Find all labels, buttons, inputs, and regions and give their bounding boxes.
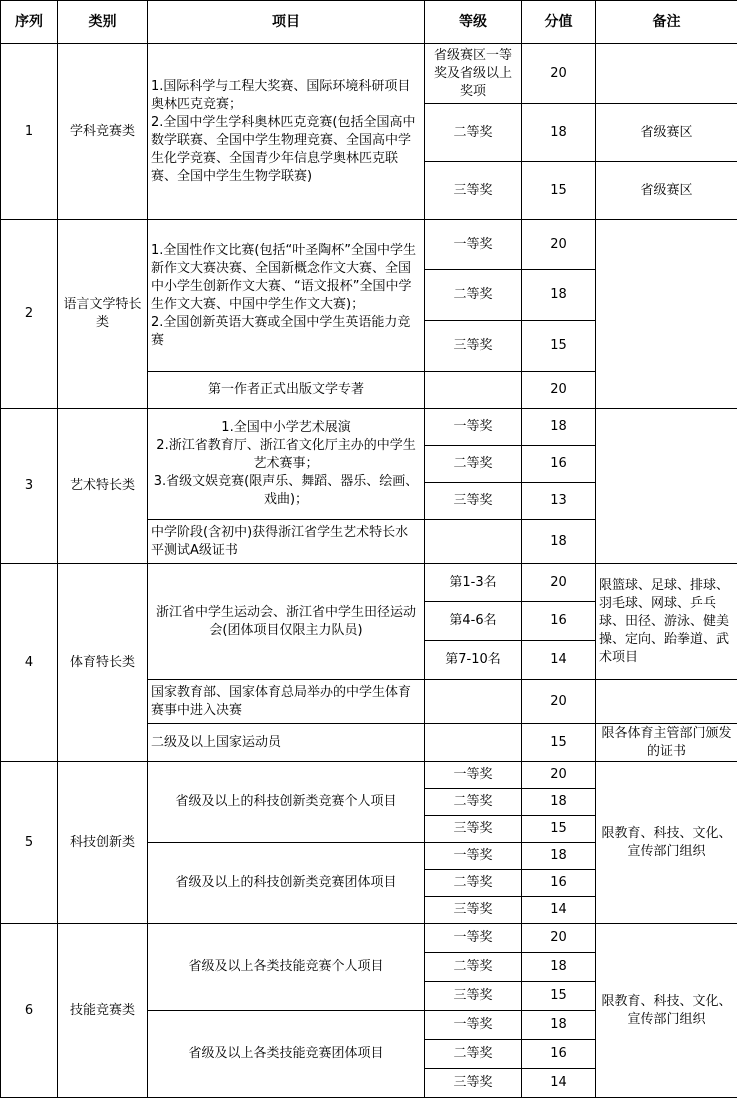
header-category: 类别: [58, 1, 148, 44]
category-cell: 体育特长类: [58, 564, 148, 762]
item-cell: 省级及以上各类技能竞赛团体项目: [148, 1011, 425, 1098]
seq-cell: 2: [1, 220, 58, 409]
level-cell: 三等奖: [425, 1069, 522, 1098]
score-cell: 18: [522, 409, 596, 446]
score-cell: 16: [522, 870, 596, 897]
level-cell: 三等奖: [425, 162, 522, 220]
table-row: [1, 409, 737, 446]
category-cell: 语言文学特长类: [58, 220, 148, 409]
level-cell: 三等奖: [425, 982, 522, 1011]
score-cell: 20: [522, 44, 596, 104]
table-row: [1, 44, 737, 104]
level-cell: 二等奖: [425, 870, 522, 897]
level-cell: [425, 520, 522, 564]
level-cell: 二等奖: [425, 104, 522, 162]
score-cell: 14: [522, 897, 596, 924]
item-cell: 1.全国性作文比赛(包括“叶圣陶杯”全国中学生新作文大赛决赛、全国新概念作文大赛、全国中小学生创新作文大赛、“语文报杯”全国中学生作文大赛、中国中学生作文大赛)； 2.全国创新英语大赛或全国中学生英语能力竞赛: [148, 220, 425, 372]
item-cell: 省级及以上的科技创新类竞赛个人项目: [148, 762, 425, 843]
item-cell: 浙江省中学生运动会、浙江省中学生田径运动会(团体项目仅限主力队员): [148, 564, 425, 680]
level-cell: 第1-3名: [425, 564, 522, 602]
category-cell: 科技创新类: [58, 762, 148, 924]
score-cell: 18: [522, 1011, 596, 1040]
category-cell: 艺术特长类: [58, 409, 148, 564]
score-cell: 20: [522, 372, 596, 409]
score-cell: 15: [522, 816, 596, 843]
level-cell: 省级赛区一等奖及省级以上奖项: [425, 44, 522, 104]
header-item: 项目: [148, 1, 425, 44]
level-cell: 第7-10名: [425, 641, 522, 680]
score-cell: 20: [522, 564, 596, 602]
level-cell: [425, 372, 522, 409]
score-cell: 18: [522, 270, 596, 321]
note-cell: 限篮球、足球、排球、羽毛球、网球、乒乓球、田径、游泳、健美操、定向、跆拳道、武术项目: [596, 564, 737, 680]
seq-cell: 3: [1, 409, 58, 564]
level-cell: 三等奖: [425, 483, 522, 520]
score-cell: 18: [522, 789, 596, 816]
table-row: [1, 220, 737, 270]
score-cell: 20: [522, 220, 596, 270]
score-cell: 15: [522, 982, 596, 1011]
score-cell: 18: [522, 520, 596, 564]
score-cell: 20: [522, 924, 596, 953]
score-cell: 18: [522, 843, 596, 870]
level-cell: 一等奖: [425, 843, 522, 870]
item-cell: 1.全国中小学艺术展演 2.浙江省教育厅、浙江省文化厅主办的中学生艺术赛事； 3.省级文娱竞赛(限声乐、舞蹈、器乐、绘画、戏曲)；: [148, 409, 425, 520]
note-cell: [596, 44, 737, 104]
level-cell: 一等奖: [425, 1011, 522, 1040]
note-cell: 省级赛区: [596, 162, 737, 220]
item-cell: 省级及以上的科技创新类竞赛团体项目: [148, 843, 425, 924]
score-cell: 18: [522, 104, 596, 162]
score-cell: 14: [522, 1069, 596, 1098]
note-cell: [596, 220, 737, 409]
score-cell: 15: [522, 162, 596, 220]
category-cell: 技能竞赛类: [58, 924, 148, 1098]
table-row: [1, 924, 737, 953]
note-cell: 限各体育主管部门颁发的证书: [596, 724, 737, 762]
level-cell: 三等奖: [425, 816, 522, 843]
level-cell: 一等奖: [425, 220, 522, 270]
header-seq: 序列: [1, 1, 58, 44]
item-cell: 中学阶段(含初中)获得浙江省学生艺术特长水平测试A级证书: [148, 520, 425, 564]
level-cell: 二等奖: [425, 446, 522, 483]
item-cell: 二级及以上国家运动员: [148, 724, 425, 762]
seq-cell: 6: [1, 924, 58, 1098]
category-cell: 学科竞赛类: [58, 44, 148, 220]
score-cell: 18: [522, 953, 596, 982]
note-cell: 限教育、科技、文化、宣传部门组织: [596, 762, 737, 924]
note-cell: [596, 409, 737, 564]
level-cell: 三等奖: [425, 321, 522, 372]
note-cell: 限教育、科技、文化、宣传部门组织: [596, 924, 737, 1098]
score-cell: 20: [522, 680, 596, 724]
score-cell: 16: [522, 602, 596, 641]
item-cell: 1.国际科学与工程大奖赛、国际环境科研项目奥林匹克竞赛； 2.全国中学生学科奥林匹克竞赛(包括全国高中数学联赛、全国中学生物理竞赛、全国高中学生化学竞赛、全国青少年信息学奥林匹克联赛、全国中学生生物学联赛): [148, 44, 425, 220]
level-cell: [425, 724, 522, 762]
score-cell: 15: [522, 321, 596, 372]
score-cell: 14: [522, 641, 596, 680]
score-cell: 16: [522, 1040, 596, 1069]
level-cell: 二等奖: [425, 1040, 522, 1069]
table-row: [1, 564, 737, 602]
level-cell: 三等奖: [425, 897, 522, 924]
item-cell: 第一作者正式出版文学专著: [148, 372, 425, 409]
level-cell: 一等奖: [425, 409, 522, 446]
score-cell: 20: [522, 762, 596, 789]
level-cell: 一等奖: [425, 762, 522, 789]
item-cell: 省级及以上各类技能竞赛个人项目: [148, 924, 425, 1011]
level-cell: 二等奖: [425, 270, 522, 321]
level-cell: 第4-6名: [425, 602, 522, 641]
seq-cell: 4: [1, 564, 58, 762]
note-cell: 省级赛区: [596, 104, 737, 162]
level-cell: 二等奖: [425, 789, 522, 816]
header-level: 等级: [425, 1, 522, 44]
table-row: [1, 762, 737, 789]
seq-cell: 1: [1, 44, 58, 220]
level-cell: 一等奖: [425, 924, 522, 953]
score-cell: 13: [522, 483, 596, 520]
header-note: 备注: [596, 1, 737, 44]
seq-cell: 5: [1, 762, 58, 924]
level-cell: 二等奖: [425, 953, 522, 982]
header-row: [1, 1, 737, 44]
item-cell: 国家教育部、国家体育总局举办的中学生体育赛事中进入决赛: [148, 680, 425, 724]
level-cell: [425, 680, 522, 724]
header-score: 分值: [522, 1, 596, 44]
score-cell: 16: [522, 446, 596, 483]
score-cell: 15: [522, 724, 596, 762]
note-cell: [596, 680, 737, 724]
